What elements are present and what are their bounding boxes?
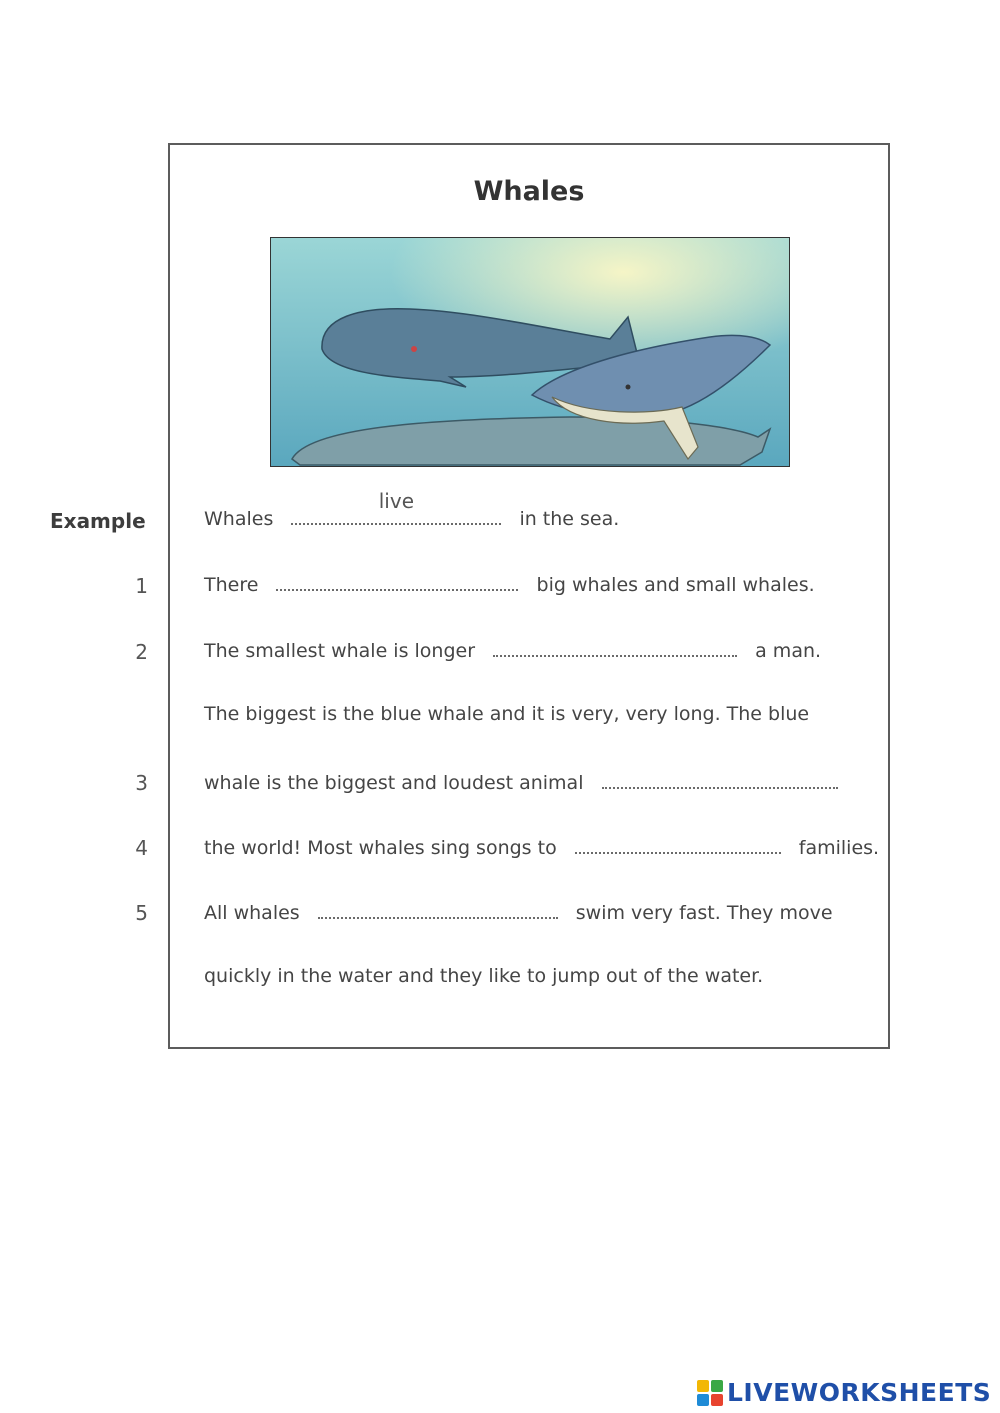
question-number-3: 3: [135, 771, 148, 795]
q5-text-after: swim very fast. They move: [575, 902, 833, 924]
q2-text-after: a man.: [755, 640, 822, 662]
question-3-sentence: [204, 769, 850, 794]
example-text-before: Whales: [204, 508, 274, 530]
question-number-2: 2: [135, 640, 148, 664]
question-number-5: 5: [135, 901, 148, 925]
answer-blank-2[interactable]: [493, 637, 737, 657]
whales-illustration: [270, 237, 790, 467]
example-sentence: [204, 489, 620, 530]
passage-line: The biggest is the blue whale and it is very, very long. The blue: [204, 703, 810, 725]
question-5-sentence: [204, 899, 833, 924]
question-2-sentence: [204, 637, 821, 662]
question-number-4: 4: [135, 836, 148, 860]
liveworksheets-logo-icon: [697, 1380, 723, 1406]
example-answer-blank[interactable]: [291, 489, 501, 525]
q5-text-before: All whales: [204, 902, 300, 924]
example-label: Example: [50, 509, 146, 533]
q1-text-before: There: [204, 574, 259, 596]
answer-blank-1[interactable]: [276, 571, 518, 591]
worksheet-title: Whales: [473, 176, 585, 207]
liveworksheets-logo: [697, 1378, 991, 1407]
example-answer: live: [378, 489, 415, 513]
q1-text-after: big whales and small whales.: [536, 574, 815, 596]
answer-blank-4[interactable]: [575, 834, 781, 854]
closing-line: quickly in the water and they like to jump out of the water.: [204, 965, 764, 987]
example-text-after: in the sea.: [519, 508, 620, 530]
answer-blank-3[interactable]: [602, 769, 838, 789]
answer-blank-5[interactable]: [318, 899, 558, 919]
question-number-1: 1: [135, 574, 148, 598]
q3-text-before: whale is the biggest and loudest animal: [204, 772, 584, 794]
q2-text-before: The smallest whale is longer: [204, 640, 476, 662]
liveworksheets-logo-text: LIVEWORKSHEETS: [727, 1378, 992, 1407]
q4-text-before: the world! Most whales sing songs to: [204, 837, 557, 859]
question-4-sentence: [204, 834, 879, 859]
question-1-sentence: [204, 571, 815, 596]
q4-text-after: families.: [798, 837, 880, 859]
